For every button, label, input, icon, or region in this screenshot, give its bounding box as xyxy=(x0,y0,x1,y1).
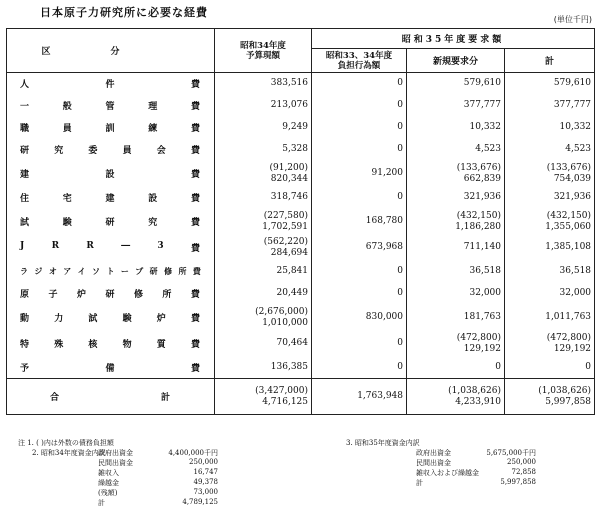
cell-budget34 xyxy=(215,139,312,161)
cell-budget34-value: 1,010,000 xyxy=(262,317,308,328)
cell-total xyxy=(505,357,595,379)
table-row xyxy=(7,357,595,379)
cell-budget34 xyxy=(215,187,312,209)
cell-total-value: 36,518 xyxy=(559,266,592,276)
cell-budget34-value: 383,516 xyxy=(270,78,308,89)
row-label: 試 験 研 究 費 xyxy=(7,209,215,235)
grand-total-b34-value: (3,427,000) xyxy=(255,385,308,396)
cell-total-value: 0 xyxy=(585,361,592,372)
budget-table xyxy=(6,28,595,415)
table-row xyxy=(7,117,595,139)
note-item-label: 計 xyxy=(98,499,105,507)
cell-budget34 xyxy=(215,305,312,331)
cell-new-req xyxy=(407,139,505,161)
cell-burden xyxy=(312,95,407,117)
cell-new-req-value: 579,610 xyxy=(463,78,501,89)
cell-total xyxy=(505,161,595,187)
cell-budget34-value: 5,328 xyxy=(282,144,308,154)
cell-new-req-value: 662,839 xyxy=(463,173,501,184)
header-burden xyxy=(312,49,407,73)
cell-total xyxy=(505,261,595,283)
cell-new-req xyxy=(407,357,505,379)
row-label: 研 究 委 員 会 費 xyxy=(7,139,215,161)
cell-new-req xyxy=(407,161,505,187)
cell-total-value: (472,800) xyxy=(546,332,592,343)
row-label: 住 宅 建 設 費 xyxy=(7,187,215,209)
note-item-value: 72,858 xyxy=(511,468,536,476)
note-item-value: 73,000 xyxy=(193,488,218,496)
note-item-label: 政府出資金 xyxy=(98,449,133,457)
cell-burden-value: 0 xyxy=(397,100,403,110)
cell-budget34 xyxy=(215,73,312,95)
cell-new-req xyxy=(407,95,505,117)
note-item-value: 4,789,125 xyxy=(182,498,218,506)
cell-total xyxy=(505,117,595,139)
cell-burden xyxy=(312,235,407,261)
note-item-label: 雑収入および繰越金 xyxy=(416,469,479,477)
cell-burden xyxy=(312,209,407,235)
table-row xyxy=(7,283,595,305)
cell-burden-value: 0 xyxy=(397,338,403,348)
cell-new-req-value: (133,676) xyxy=(456,162,501,173)
grand-total-burden xyxy=(312,379,407,415)
cell-new-req-value: 10,332 xyxy=(469,122,501,132)
header-burden-line2: 負担行為額 xyxy=(337,60,381,71)
cell-new-req-value: 321,936 xyxy=(463,192,501,202)
table-row xyxy=(7,161,595,187)
row-label: 動 力 試 験 炉 費 xyxy=(7,305,215,331)
cell-new-req xyxy=(407,331,505,357)
note-item-value: 49,378 xyxy=(193,478,218,486)
grand-total-total-value: (1,038,626) xyxy=(538,385,592,396)
note-item-label: 民間出資金 xyxy=(416,459,451,467)
note-item-label: 雑収入 xyxy=(98,469,119,477)
cell-burden-value: 0 xyxy=(397,266,403,276)
grand-total-burden-value: 1,763,948 xyxy=(357,391,403,401)
cell-burden xyxy=(312,73,407,95)
cell-budget34 xyxy=(215,209,312,235)
cell-burden-value: 0 xyxy=(397,78,403,89)
cell-total xyxy=(505,283,595,305)
cell-new-req-value: 4,523 xyxy=(475,144,501,154)
row-label: 特 殊 核 物 質 費 xyxy=(7,331,215,357)
cell-burden xyxy=(312,161,407,187)
grand-total-row xyxy=(7,379,595,415)
cell-burden-value: 0 xyxy=(397,361,403,372)
note-item-value: 250,000 xyxy=(507,458,536,466)
page-title: 日本原子力研究所に必要な経費 xyxy=(40,6,208,19)
cell-total-value: 1,355,060 xyxy=(545,221,592,232)
cell-total xyxy=(505,95,595,117)
cell-budget34-value: (91,200) xyxy=(269,162,308,173)
cell-budget34 xyxy=(215,117,312,139)
note-item-value: 16,747 xyxy=(193,468,218,476)
header-burden-line1: 昭和33、34年度 xyxy=(325,50,393,61)
grand-total-b34 xyxy=(215,379,312,415)
cell-new-req-value: 0 xyxy=(495,361,501,372)
header-kubun: 区分 xyxy=(7,29,215,73)
table-row xyxy=(7,261,595,283)
note-item-label: 政府出資金 xyxy=(416,449,451,457)
cell-total xyxy=(505,73,595,95)
cell-burden xyxy=(312,261,407,283)
cell-new-req xyxy=(407,187,505,209)
note-3: 3. 昭和35年度資金内訳 xyxy=(346,439,420,447)
cell-budget34 xyxy=(215,235,312,261)
cell-total xyxy=(505,331,595,357)
cell-new-req xyxy=(407,117,505,139)
cell-new-req xyxy=(407,235,505,261)
row-label: 職 員 訓 練 費 xyxy=(7,117,215,139)
cell-new-req-value: 1,186,280 xyxy=(455,221,501,232)
grand-total-new-value: (1,038,626) xyxy=(448,385,501,396)
cell-budget34-value: 25,841 xyxy=(276,266,308,276)
cell-new-req xyxy=(407,261,505,283)
cell-budget34-value: 136,385 xyxy=(270,361,308,372)
cell-budget34-value: (2,676,000) xyxy=(255,306,308,317)
cell-total-value: 4,523 xyxy=(565,144,592,154)
cell-total-value: 579,610 xyxy=(553,78,592,89)
cell-new-req-value: 36,518 xyxy=(469,266,501,276)
cell-new-req xyxy=(407,209,505,235)
cell-burden-value: 168,780 xyxy=(365,216,403,226)
cell-new-req xyxy=(407,305,505,331)
cell-burden-value: 0 xyxy=(397,192,403,202)
table-row xyxy=(7,305,595,331)
cell-burden-value: 830,000 xyxy=(365,312,403,322)
cell-total xyxy=(505,209,595,235)
cell-total-value: 754,039 xyxy=(553,173,592,184)
cell-budget34-value: 284,694 xyxy=(270,247,308,258)
unit-label: (単位千円) xyxy=(553,15,592,24)
note-item-value: 4,400,000千円 xyxy=(168,449,218,457)
cell-total-value: 10,332 xyxy=(559,122,592,132)
cell-burden xyxy=(312,139,407,161)
cell-burden xyxy=(312,305,407,331)
cell-burden xyxy=(312,187,407,209)
grand-total-b34-value: 4,716,125 xyxy=(262,396,308,407)
header-budget34 xyxy=(215,29,312,73)
cell-new-req-value: 129,192 xyxy=(463,343,501,354)
cell-burden-value: 0 xyxy=(397,122,403,132)
note-2: 2. 昭和34年度資金内訳 xyxy=(32,449,106,457)
note-item-label: 繰越金 xyxy=(98,479,119,487)
note-item-label: 民間出資金 xyxy=(98,459,133,467)
note-item-value: 5,997,858 xyxy=(500,478,536,486)
table-row xyxy=(7,331,595,357)
cell-new-req xyxy=(407,73,505,95)
cell-total-value: 1,385,108 xyxy=(545,242,592,252)
cell-budget34 xyxy=(215,161,312,187)
cell-total-value: 377,777 xyxy=(553,100,592,110)
row-label: ラ ジ オ ア イ ソ ト ー プ 研 修 所 費 xyxy=(7,261,215,283)
note-item-value: 250,000 xyxy=(189,458,218,466)
cell-burden-value: 0 xyxy=(397,144,403,154)
cell-burden-value: 0 xyxy=(397,288,403,298)
header-req35: 昭和35年度要求額 xyxy=(312,29,595,49)
table-row xyxy=(7,235,595,261)
cell-new-req xyxy=(407,283,505,305)
cell-burden xyxy=(312,357,407,379)
note-item-label: (残額) xyxy=(98,489,118,497)
cell-total xyxy=(505,305,595,331)
row-label: 一 般 管 理 費 xyxy=(7,95,215,117)
cell-total-value: 129,192 xyxy=(553,343,592,354)
cell-budget34 xyxy=(215,283,312,305)
cell-budget34-value: 20,449 xyxy=(276,288,308,298)
cell-new-req-value: (472,800) xyxy=(456,332,501,343)
cell-total-value: (133,676) xyxy=(546,162,592,173)
cell-budget34-value: 213,076 xyxy=(270,100,308,110)
cell-total-value: 32,000 xyxy=(559,288,592,298)
row-label: 建 設 費 xyxy=(7,161,215,187)
cell-budget34-value: 820,344 xyxy=(270,173,308,184)
cell-budget34 xyxy=(215,331,312,357)
table-row xyxy=(7,139,595,161)
cell-new-req-value: (432,150) xyxy=(456,210,501,221)
cell-total xyxy=(505,187,595,209)
grand-total-total xyxy=(505,379,595,415)
cell-burden-value: 91,200 xyxy=(371,168,403,178)
cell-budget34-value: 1,702,591 xyxy=(262,221,308,232)
note-item-value: 5,675,000千円 xyxy=(486,449,536,457)
cell-burden xyxy=(312,117,407,139)
cell-new-req-value: 181,763 xyxy=(463,312,501,322)
header-budget34-line1: 昭和34年度 xyxy=(240,40,286,51)
header-new-req: 新規要求分 xyxy=(407,49,505,73)
note-1: 注 1. ( )内は外数の債務負担額 xyxy=(18,439,114,447)
table-row xyxy=(7,209,595,235)
note-item-label: 計 xyxy=(416,479,423,487)
cell-budget34-value: (562,220) xyxy=(263,236,308,247)
cell-budget34 xyxy=(215,95,312,117)
cell-burden xyxy=(312,331,407,357)
cell-new-req-value: 32,000 xyxy=(469,288,501,298)
table-row xyxy=(7,73,595,95)
grand-total-new xyxy=(407,379,505,415)
cell-burden xyxy=(312,283,407,305)
grand-total-new-value: 4,233,910 xyxy=(455,396,501,407)
grand-total-total-value: 5,997,858 xyxy=(545,396,592,407)
cell-budget34-value: (227,580) xyxy=(263,210,308,221)
cell-budget34-value: 70,464 xyxy=(276,338,308,348)
row-label: 予 備 費 xyxy=(7,357,215,379)
cell-budget34-value: 318,746 xyxy=(270,192,308,202)
grand-total-label: 合 計 xyxy=(7,379,215,415)
cell-total-value: 321,936 xyxy=(553,192,592,202)
cell-burden-value: 673,968 xyxy=(365,242,403,252)
cell-new-req-value: 377,777 xyxy=(463,100,501,110)
cell-budget34 xyxy=(215,357,312,379)
cell-total xyxy=(505,139,595,161)
cell-new-req-value: 711,140 xyxy=(463,242,501,252)
cell-budget34 xyxy=(215,261,312,283)
cell-total-value: 1,011,763 xyxy=(545,312,592,322)
table-row xyxy=(7,95,595,117)
header-budget34-line2: 予算現額 xyxy=(245,50,280,61)
cell-budget34-value: 9,249 xyxy=(282,122,308,132)
header-total: 計 xyxy=(505,49,595,73)
cell-total xyxy=(505,235,595,261)
table-row xyxy=(7,187,595,209)
row-label: 人 件 費 xyxy=(7,73,215,95)
row-label: J R R ― 3 費 xyxy=(7,235,215,261)
row-label: 原 子 炉 研 修 所 費 xyxy=(7,283,215,305)
cell-total-value: (432,150) xyxy=(546,210,592,221)
